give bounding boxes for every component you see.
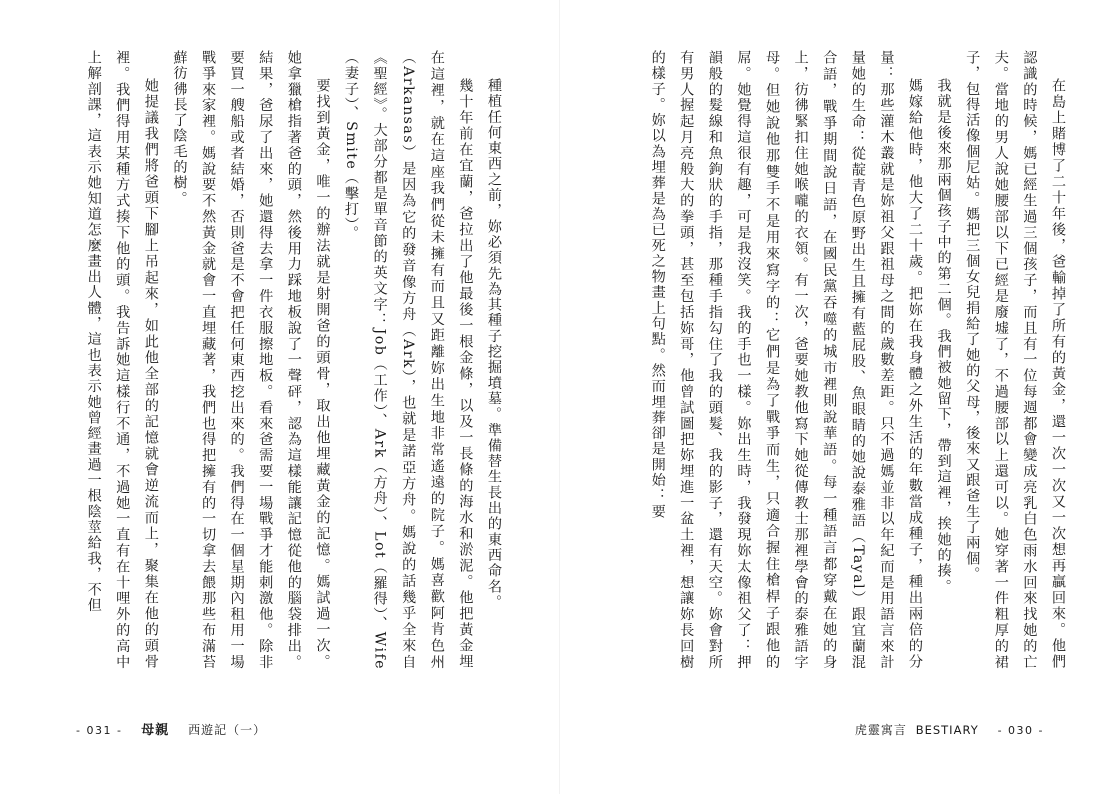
running-title-zh: 虎靈寓言 (854, 723, 907, 737)
paragraph: 要找到黃金，唯一的辦法就是射開爸的頭骨，取出他埋藏黃金的記憶。媽試過一次。她拿獵槍指著爸的頭，然後用力踩地板說了一聲砰，認為這樣能讓記憶從他的腦袋排出。結果，爸尿了出來，她還得去拿一件衣服擦地板。看來爸需要一場戰爭才能刺激他。除非要買一艘船或者結婚，否則爸是不會把任何東西挖出來的。我們得在一個星期內租用一場戰爭來家裡。媽說要不然黃金就會一直埋藏著，我們也得把擁有的一切拿去餵那些布滿苔蘚彷彿長了陰毛的樹。 (171, 50, 331, 670)
paragraph: 幾十年前在宜蘭，爸拉出了他最後一根金條，以及一長條的海水和淤泥。他把黃金埋在這裡，就在這座我們從未擁有而且又距離妳出生地非常遙遠的院子。媽喜歡阿肯色州（Arkansas）是因為它的發音像方舟（Ark），也就是諾亞方舟。媽說的話幾乎全來自《聖經》。大部分都是單音節的英文字：Job（工作）、Ark（方舟）、Lot（羅得）、Wife（妻子）、Smite（擊打）。 (343, 50, 474, 670)
right-page-footer (855, 722, 1044, 739)
page-number: - 030 - (997, 724, 1044, 737)
paragraph: 在島上賭博了二十年後，爸輸掉了所有的黃金，還一次一次又一次想再贏回來。他們認識的時候，媽已經生過三個孩子，而且有一位每週都會變成亮乳白色雨水回來找她的亡夫。當地的男人說她腰部以下已經是廢墟了，不過腰部以上還可以。她穿著一件粗厚的裙子，包得活像個尼姑。媽把三個女兒捐給了她的父母，後來又跟爸生了兩個。 (964, 50, 1066, 670)
left-page (0, 0, 559, 794)
running-title-en: BESTIARY (915, 723, 979, 737)
page-number: - 031 - (76, 724, 123, 737)
paragraph: 種植任何東西之前，妳必須先為其種子挖掘墳墓。準備替生長出的東西命名。 (486, 78, 502, 611)
chapter-title: 西遊記（一） (188, 723, 267, 737)
left-page-body (72, 50, 508, 670)
paragraph: 我就是後來那兩個孩子中的第二個。我們被她留下，帶到這裡，挨她的揍。 (935, 78, 952, 595)
paragraph: 她提議我們將爸頭下腳上吊起來，如此他全部的記憶就會逆流而上，聚集在他的頭骨裡。我們得用某種方式揍下他的頭。我告訴她這樣行不通，不過她一直有在十哩外的高中上解剖課，這表示她知道怎麼畫出人體，這也表示她曾經畫過一根陰莖給我，不但 (85, 50, 159, 670)
left-page-footer (76, 722, 266, 739)
book-section-title: 母親 (141, 723, 170, 738)
right-page (560, 0, 1119, 794)
paragraph: 媽嫁給他時，他大了二十歲。把妳在我身體之外生活的年數當成種子，種出兩倍的分量：那些灌木叢就是妳祖父跟祖母之間的歲數差距。只不過媽並非以年紀而是用語言來計量她的生命：從靛青色原野出生且擁有藍屁股、魚眼睛的她說泰雅語（Tayal）跟宜蘭混合語，戰爭期間說日語，在國民黨吞噬的城市裡則說華語。每一種語言都穿戴在她的身上，彷彿緊扣住她喉嚨的衣領。有一次，爸要她教他寫下她從傳教士那裡學會的泰雅語字母。但她說他那雙手不是用來寫字的：它們是為了戰爭而生，只適合握住槍桿子跟他的屌。她覺得這很有趣，可是我沒笑。我的手也一樣。妳出生時，我發現妳太像祖父了：押韻般的髮線和魚鉤狀的手指，那種手指勾住了我的頭髮、我的影子，還有天空。妳會對所有男人握起月亮般大的拳頭，甚至包括妳哥，他曾試圖把妳埋進一盆土裡，想讓妳長回樹的樣子。妳以為埋葬是為已死之物畫上句點。然而埋葬卻是開始：要 (649, 50, 924, 670)
right-page-body (630, 50, 1072, 670)
